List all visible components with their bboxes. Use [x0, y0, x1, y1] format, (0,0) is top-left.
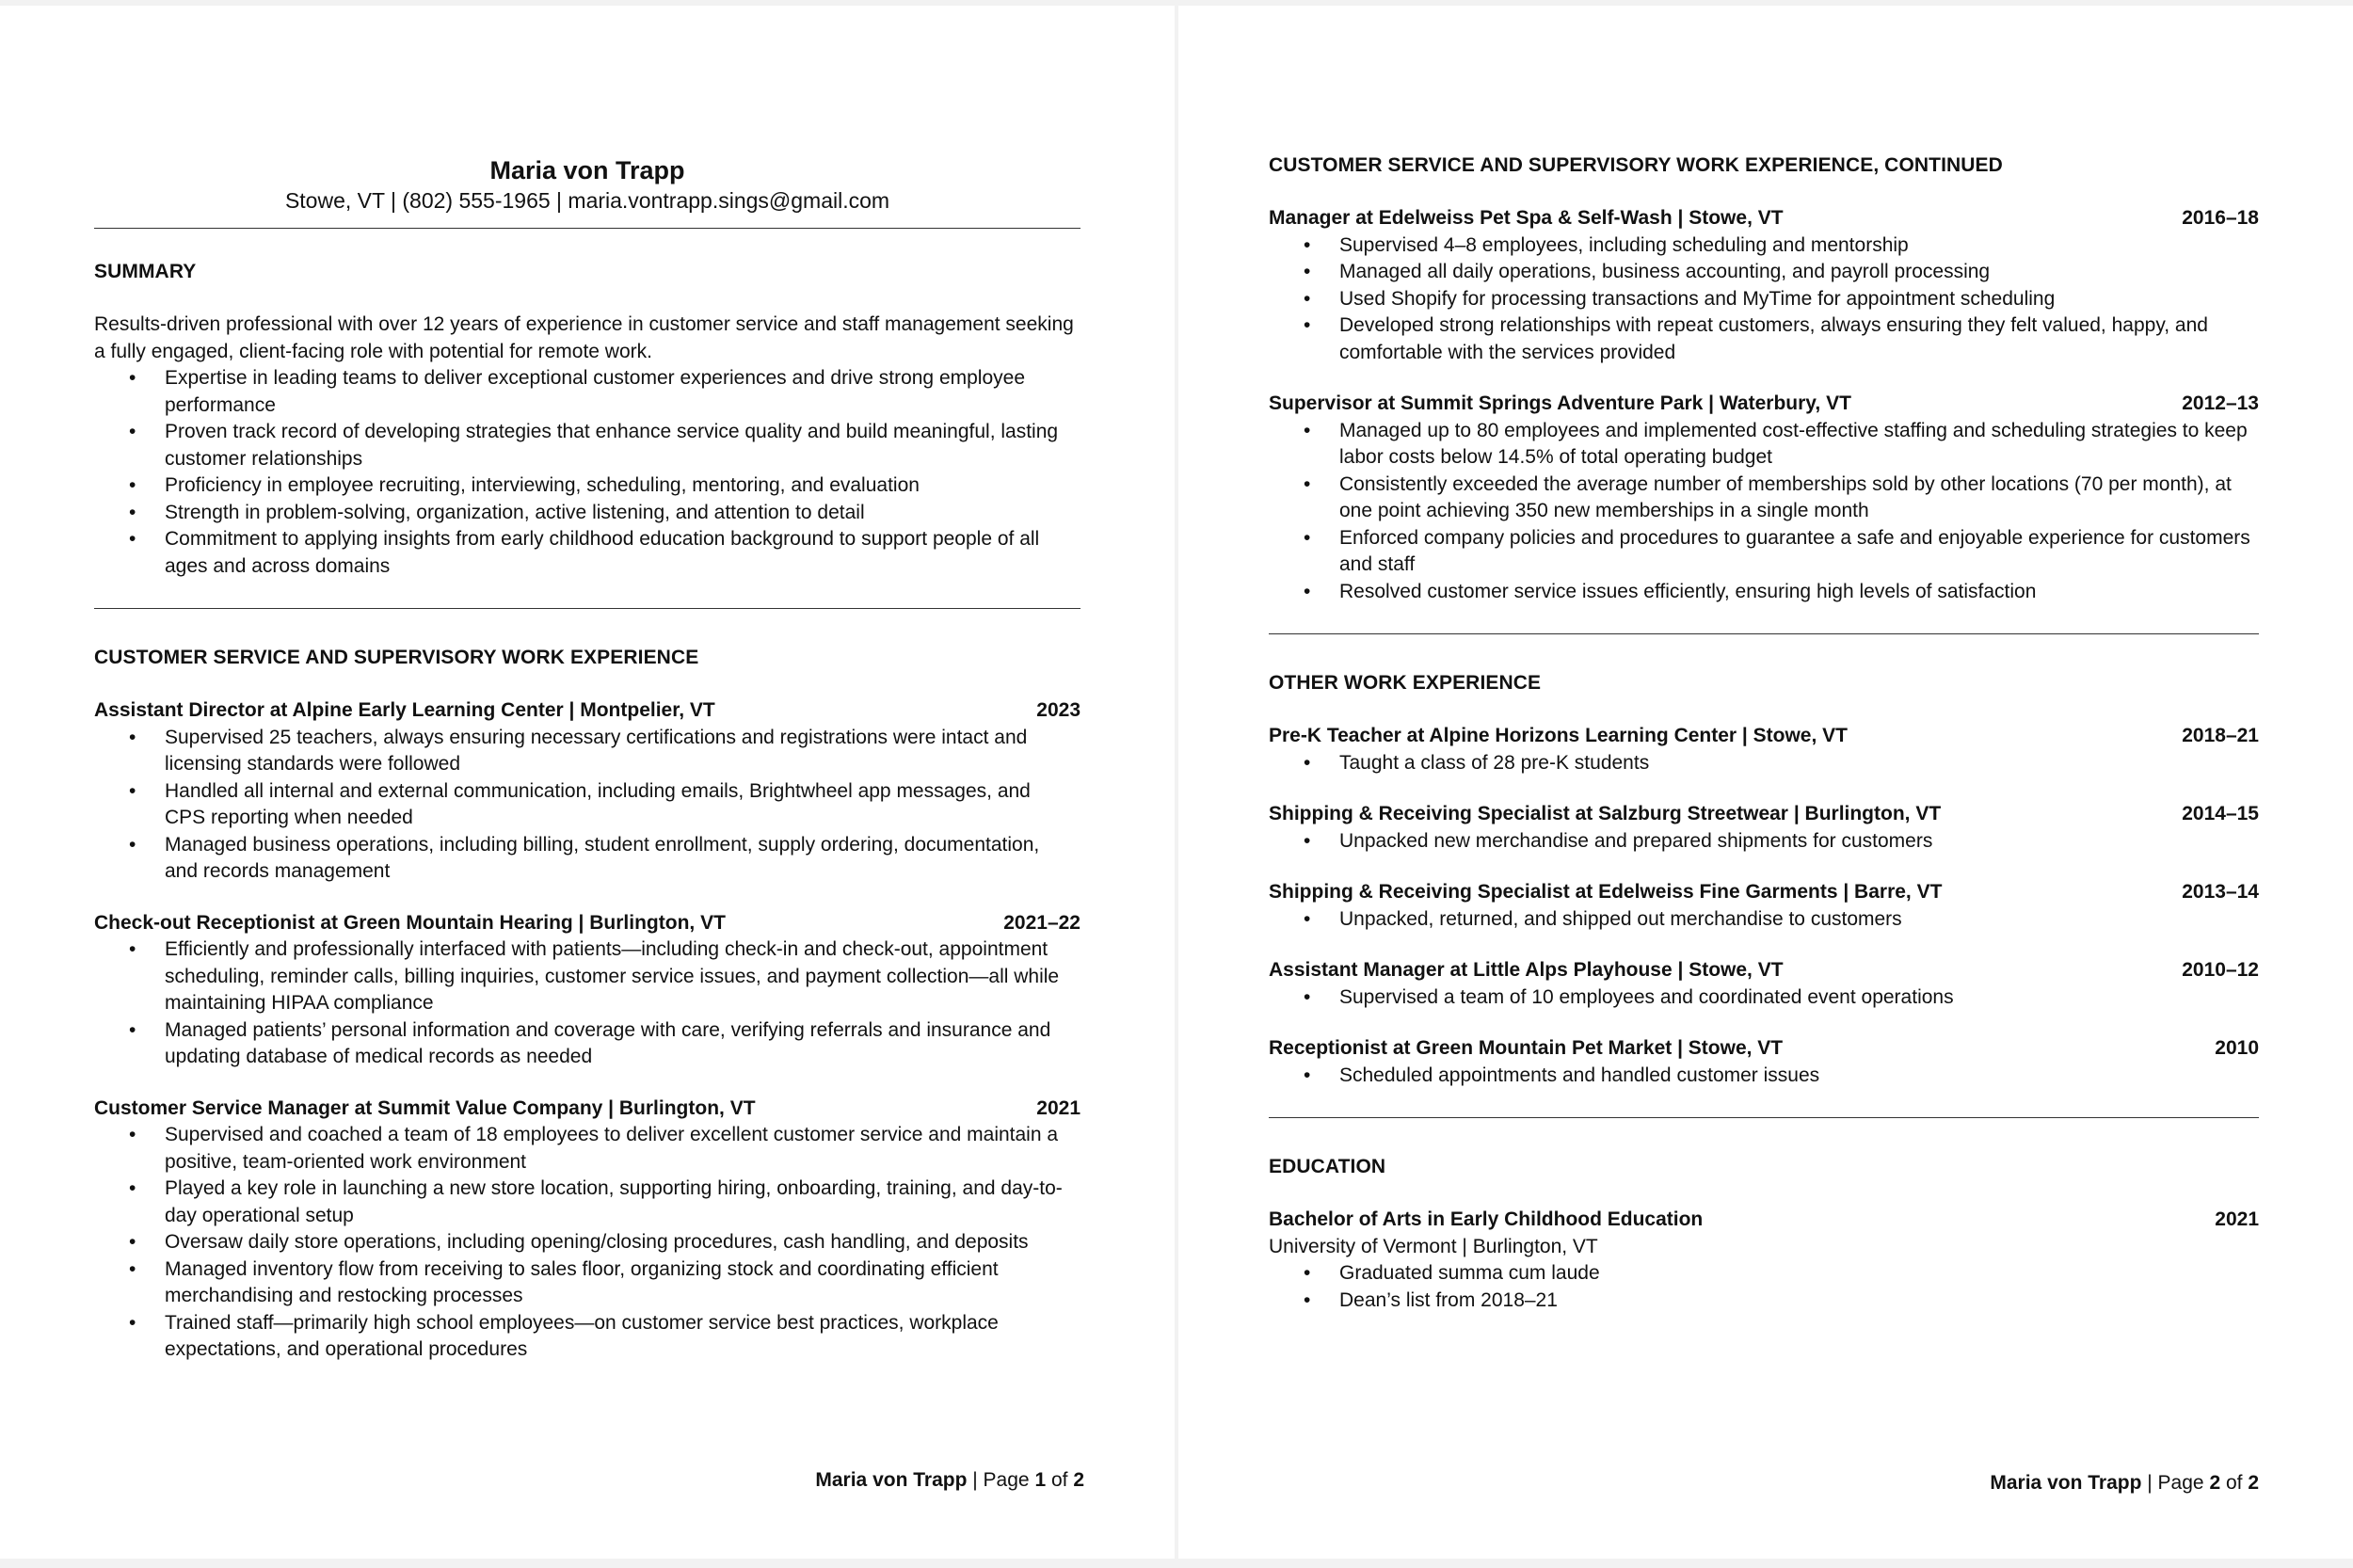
- list-item: • Supervised and coached a team of 18 employees to deliver excellent customer service and maintain a positive, team-oriented work environment: [165, 1122, 1080, 1176]
- job-dates: 2021: [1036, 1096, 1080, 1119]
- list-item: • Expertise in leading teams to deliver exceptional customer experiences and drive strong employee performance: [165, 365, 1080, 419]
- job-entry: [94, 1096, 1080, 1364]
- list-item: • Supervised 25 teachers, always ensuring necessary certifications and registrations were intact and licensing standards were followed: [165, 725, 1080, 778]
- divider: [1269, 1117, 2259, 1118]
- job-dates: 2012–13: [2182, 392, 2259, 414]
- list-item: • Resolved customer service issues efficiently, ensuring high levels of satisfaction: [1339, 579, 2259, 606]
- page-2-content: [1269, 152, 2259, 1314]
- list-item: • Consistently exceeded the average number of memberships sold by other locations (70 per month), at one point achieving 350 new memberships in a single month: [1339, 472, 2259, 525]
- job-bullets: [1269, 906, 2259, 934]
- page-footer: [1990, 1470, 2259, 1496]
- resume-page-2: [1178, 6, 2353, 1559]
- school-name: University of Vermont | Burlington, VT: [1269, 1235, 1598, 1257]
- page-footer: [815, 1467, 1084, 1494]
- job-entry: [1269, 879, 2259, 933]
- job-bullets: [94, 725, 1080, 886]
- job-header: [94, 910, 1080, 937]
- footer-page-total: 2: [1073, 1469, 1084, 1491]
- job-entry: [1269, 801, 2259, 855]
- list-item: • Used Shopify for processing transactions and MyTime for appointment scheduling: [1339, 286, 2259, 313]
- job-title: Shipping & Receiving Specialist at Salzburg Streetwear | Burlington, VT: [1269, 803, 1942, 824]
- job-dates: 2023: [1036, 699, 1080, 721]
- experience-continued-heading: CUSTOMER SERVICE AND SUPERVISORY WORK EXPERIENCE, CONTINUED: [1269, 154, 2003, 176]
- list-item: • Commitment to applying insights from early childhood education background to support people of all ages and across domains: [165, 526, 1080, 580]
- list-item: • Scheduled appointments and handled customer issues: [1339, 1063, 2259, 1090]
- footer-of-label: of: [2220, 1472, 2249, 1494]
- job-title: Manager at Edelweiss Pet Spa & Self-Wash | Stowe, VT: [1269, 207, 1784, 229]
- job-header: [1269, 879, 2259, 906]
- job-header: [94, 697, 1080, 725]
- experience-heading: CUSTOMER SERVICE AND SUPERVISORY WORK EXPERIENCE: [94, 647, 699, 668]
- other-experience-heading: OTHER WORK EXPERIENCE: [1269, 672, 1542, 694]
- divider: [1269, 633, 2259, 634]
- job-bullets: [1269, 418, 2259, 606]
- list-item: • Enforced company policies and procedures to guarantee a safe and enjoyable experience for customers and staff: [1339, 525, 2259, 579]
- list-item: • Unpacked, returned, and shipped out merchandise to customers: [1339, 906, 2259, 934]
- list-item: • Strength in problem-solving, organization, active listening, and attention to detail: [165, 500, 1080, 527]
- job-header: [1269, 391, 2259, 418]
- job-dates: 2018–21: [2182, 725, 2259, 746]
- education-entry: [1269, 1207, 2259, 1314]
- job-dates: 2013–14: [2182, 881, 2259, 903]
- list-item: • Trained staff—primarily high school employees—on customer service best practices, workplace expectations, and operational procedures: [165, 1310, 1080, 1364]
- job-entry: [1269, 1035, 2259, 1089]
- job-dates: 2016–18: [2182, 207, 2259, 229]
- job-bullets: [94, 936, 1080, 1071]
- divider: [94, 608, 1080, 609]
- job-header: [1269, 801, 2259, 828]
- job-entry: [94, 910, 1080, 1071]
- job-title: Assistant Manager at Little Alps Playhouse | Stowe, VT: [1269, 959, 1784, 981]
- job-bullets: [1269, 232, 2259, 367]
- job-header: [1269, 205, 2259, 232]
- job-bullets: [1269, 828, 2259, 856]
- footer-page-number: 1: [1034, 1469, 1047, 1491]
- job-entry: [1269, 205, 2259, 366]
- footer-page-number: 2: [2209, 1472, 2221, 1494]
- job-dates: 2010: [2215, 1037, 2259, 1059]
- job-entry: [1269, 957, 2259, 1011]
- candidate-name: Maria von Trapp: [489, 156, 685, 184]
- education-bullets: [1269, 1260, 2259, 1314]
- list-item: • Managed business operations, including billing, student enrollment, supply ordering, documentation, and records management: [165, 832, 1080, 886]
- footer-page-label: | Page: [967, 1469, 1035, 1491]
- job-entry: [94, 697, 1080, 886]
- list-item: • Taught a class of 28 pre-K students: [1339, 750, 2259, 777]
- list-item: • Managed patients’ personal information and coverage with care, verifying referrals and insurance and updating database of medical records as needed: [165, 1017, 1080, 1071]
- degree-year: 2021: [2215, 1208, 2259, 1230]
- summary-heading: SUMMARY: [94, 261, 197, 282]
- job-title: Shipping & Receiving Specialist at Edelweiss Fine Garments | Barre, VT: [1269, 881, 1943, 903]
- job-entry: [1269, 723, 2259, 776]
- job-bullets: [94, 1122, 1080, 1364]
- job-bullets: [1269, 750, 2259, 777]
- page-1-content: [94, 154, 1080, 1364]
- job-title: Supervisor at Summit Springs Adventure Park | Waterbury, VT: [1269, 392, 1851, 414]
- list-item: • Supervised 4–8 employees, including scheduling and mentorship: [1339, 232, 2259, 260]
- degree-title: Bachelor of Arts in Early Childhood Education: [1269, 1208, 1704, 1230]
- footer-page-total: 2: [2248, 1472, 2259, 1494]
- list-item: • Managed up to 80 employees and implemented cost-effective staffing and scheduling strategies to keep labor costs below 14.5% of total operating budget: [1339, 418, 2259, 472]
- divider: [94, 228, 1080, 229]
- list-item: • Efficiently and professionally interfaced with patients—including check-in and check-out, appointment scheduling, reminder calls, billing inquiries, customer service issues, and payment collection—all while maintaining HIPAA compliance: [165, 936, 1080, 1017]
- footer-name: Maria von Trapp: [1990, 1472, 2142, 1494]
- list-item: • Played a key role in launching a new store location, supporting hiring, onboarding, training, and day-to-day operational setup: [165, 1176, 1080, 1229]
- resume-page-1: [0, 6, 1175, 1559]
- job-title: Assistant Director at Alpine Early Learning Center | Montpelier, VT: [94, 699, 715, 721]
- footer-name: Maria von Trapp: [815, 1469, 968, 1491]
- list-item: • Supervised a team of 10 employees and coordinated event operations: [1339, 984, 2259, 1012]
- list-item: • Handled all internal and external communication, including emails, Brightwheel app messages, and CPS reporting when needed: [165, 778, 1080, 832]
- job-bullets: [1269, 984, 2259, 1012]
- education-header: [1269, 1207, 2259, 1234]
- job-header: [1269, 957, 2259, 984]
- job-title: Pre-K Teacher at Alpine Horizons Learning Center | Stowe, VT: [1269, 725, 1848, 746]
- list-item: • Proficiency in employee recruiting, interviewing, scheduling, mentoring, and evaluation: [165, 472, 1080, 500]
- summary-bullets: [94, 365, 1080, 580]
- job-header: [1269, 1035, 2259, 1063]
- footer-page-label: | Page: [2141, 1472, 2210, 1494]
- list-item: • Managed inventory flow from receiving to sales floor, organizing stock and coordinating efficient merchandising and restocking processes: [165, 1256, 1080, 1310]
- job-bullets: [1269, 1063, 2259, 1090]
- job-entry: [1269, 391, 2259, 605]
- list-item: • Managed all daily operations, business accounting, and payroll processing: [1339, 259, 2259, 286]
- list-item: • Proven track record of developing strategies that enhance service quality and build meaningful, lasting customer relationships: [165, 419, 1080, 472]
- job-title: Customer Service Manager at Summit Value Company | Burlington, VT: [94, 1096, 756, 1119]
- summary-intro: Results-driven professional with over 12 years of experience in customer service and staff management seeking a fully engaged, client-facing role with potential for remote work.: [94, 313, 1074, 362]
- job-header: [94, 1096, 1080, 1123]
- list-item: • Dean’s list from 2018–21: [1339, 1288, 2259, 1315]
- list-item: • Graduated summa cum laude: [1339, 1260, 2259, 1288]
- footer-of-label: of: [1046, 1469, 1074, 1491]
- job-title: Check-out Receptionist at Green Mountain Hearing | Burlington, VT: [94, 911, 726, 934]
- list-item: • Developed strong relationships with repeat customers, always ensuring they felt valued, happy, and comfortable with the services provided: [1339, 312, 2259, 366]
- job-dates: 2021–22: [1003, 911, 1080, 934]
- list-item: • Oversaw daily store operations, including opening/closing procedures, cash handling, and deposits: [165, 1229, 1080, 1256]
- job-header: [1269, 723, 2259, 750]
- contact-line: Stowe, VT | (802) 555-1965 | maria.vontrapp.sings@gmail.com: [284, 188, 890, 213]
- education-heading: EDUCATION: [1269, 1156, 1386, 1177]
- list-item: • Unpacked new merchandise and prepared shipments for customers: [1339, 828, 2259, 856]
- job-dates: 2014–15: [2182, 803, 2259, 824]
- job-title: Receptionist at Green Mountain Pet Market | Stowe, VT: [1269, 1037, 1784, 1059]
- job-dates: 2010–12: [2182, 959, 2259, 981]
